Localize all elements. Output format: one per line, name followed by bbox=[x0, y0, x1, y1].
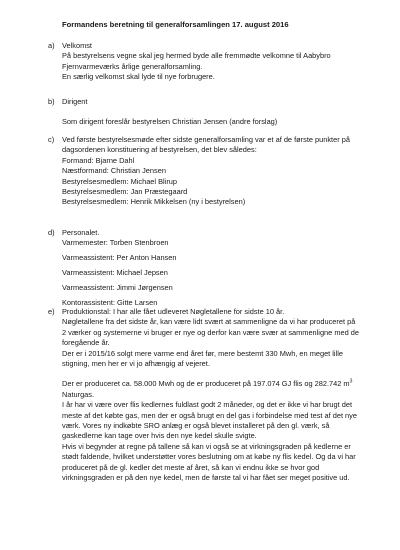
document-title: Formandens beretning til generalforsamlingen 17. august 2016 bbox=[62, 20, 289, 29]
paragraph-line: stigning, men her er vi jo afhængig af vejeret. bbox=[62, 359, 210, 369]
section-marker: d) bbox=[48, 228, 55, 237]
paragraph-line: Produktionstal: I har alle fået udleveret Nøgletallene for sidste 10 år. bbox=[62, 307, 285, 316]
section-heading: Velkomst bbox=[62, 41, 92, 50]
board-member-line: Bestyrelsesmedlem: Michael Blirup bbox=[62, 176, 178, 186]
section-marker: b) bbox=[48, 97, 55, 106]
paragraph-line: Nøgletallene fra det sidste år, kan være lidt svært at sammenligne da vi har produceret på bbox=[62, 317, 356, 327]
paragraph-line: stødt faldende, hvilket understøtter vores beslutning om at købe ny flis kedel. Og da vi har bbox=[62, 452, 356, 462]
section-marker: e) bbox=[48, 307, 55, 316]
board-member-line: Formand: Bjarne Dahl bbox=[62, 155, 135, 165]
paragraph-line: foregående år. bbox=[62, 338, 110, 348]
paragraph-line: På bestyrelsens vegne skal jeg hermed byde alle fremmødte velkomne til Aabybro bbox=[62, 51, 331, 61]
board-member-line: Bestyrelsesmedlem: Henrik Mikkelsen (ny i bestyrelsen) bbox=[62, 197, 246, 207]
paragraph-line: dagsordenen konstituering af bestyrelsen, det blev således: bbox=[62, 145, 257, 155]
paragraph-line: Hvis vi begynder at regne på tallene så kan vi også se at virkningsgraden på kedlerne er bbox=[62, 441, 351, 451]
paragraph-line: Der er i 2015/16 solgt mere varme end året før, mere bestemt 330 Mwh, en meget lille bbox=[62, 348, 343, 358]
paragraph-line: gaskedlerne kan tage over hvis den nye kedel skulle svigte. bbox=[62, 431, 257, 441]
paragraph-line: Fjernvarmeværks årlige generalforsamling. bbox=[62, 61, 203, 71]
staff-line: Kontorassistent: Gitte Larsen bbox=[62, 298, 158, 308]
paragraph-line: En særlig velkomst skal lyde til nye forbrugere. bbox=[62, 72, 215, 82]
paragraph-line: Naturgas. bbox=[62, 389, 95, 399]
section-heading: Personalet. bbox=[62, 228, 100, 237]
board-member-line: Bestyrelsesmedlem: Jan Præstegaard bbox=[62, 187, 188, 197]
staff-line: Varmeassistent: Jimmi Jørgensen bbox=[62, 283, 173, 293]
section-heading: Dirigent bbox=[62, 97, 88, 106]
production-text: Der er produceret ca. 58.000 Mwh og de er produceret på 197.074 GJ flis og 282.742 m bbox=[62, 379, 350, 389]
paragraph-line: I år har vi være over flis kedlernes fuldlast godt 2 måneder, og det er ikke vi har brugt det bbox=[62, 400, 353, 410]
board-member-line: Næstformand: Christian Jensen bbox=[62, 166, 166, 176]
paragraph-line: meste af det købte gas, men der er også brugt en del gas i forbindelse med test af det nye bbox=[62, 410, 357, 420]
paragraph-line: værk. Vores ny indkøbte SRO anlæg er også blevet installeret på den gl. værk, så bbox=[62, 421, 330, 431]
paragraph-line: produceret på de gl. kedler det meste af året, så kan vi endnu ikke se hvor god bbox=[62, 462, 320, 472]
paragraph-line: 2 værker og systemerne vi bruger er nye og derfor kan være svær at sammenligne med de bbox=[62, 327, 359, 337]
paragraph-line: virkningsgraden er på den nye kedel, men de første tal vi har fået ser meget positive ud. bbox=[62, 473, 350, 483]
staff-line: Varmemester: Torben Stenbroen bbox=[62, 238, 169, 248]
section-marker: a) bbox=[48, 41, 55, 50]
cubic-superscript: 3 bbox=[349, 378, 353, 385]
paragraph-line bbox=[62, 379, 352, 389]
staff-line: Varmeassistent: Michael Jepsen bbox=[62, 268, 168, 278]
paragraph-line: Ved første bestyrelsesmøde efter sidste generalforsamling var et af de første punkter på bbox=[62, 135, 350, 144]
paragraph-line: Som dirigent foreslår bestyrelsen Christian Jensen (andre forslag) bbox=[62, 117, 278, 127]
staff-line: Varmeassistent: Per Anton Hansen bbox=[62, 253, 177, 263]
section-marker: c) bbox=[48, 135, 55, 144]
